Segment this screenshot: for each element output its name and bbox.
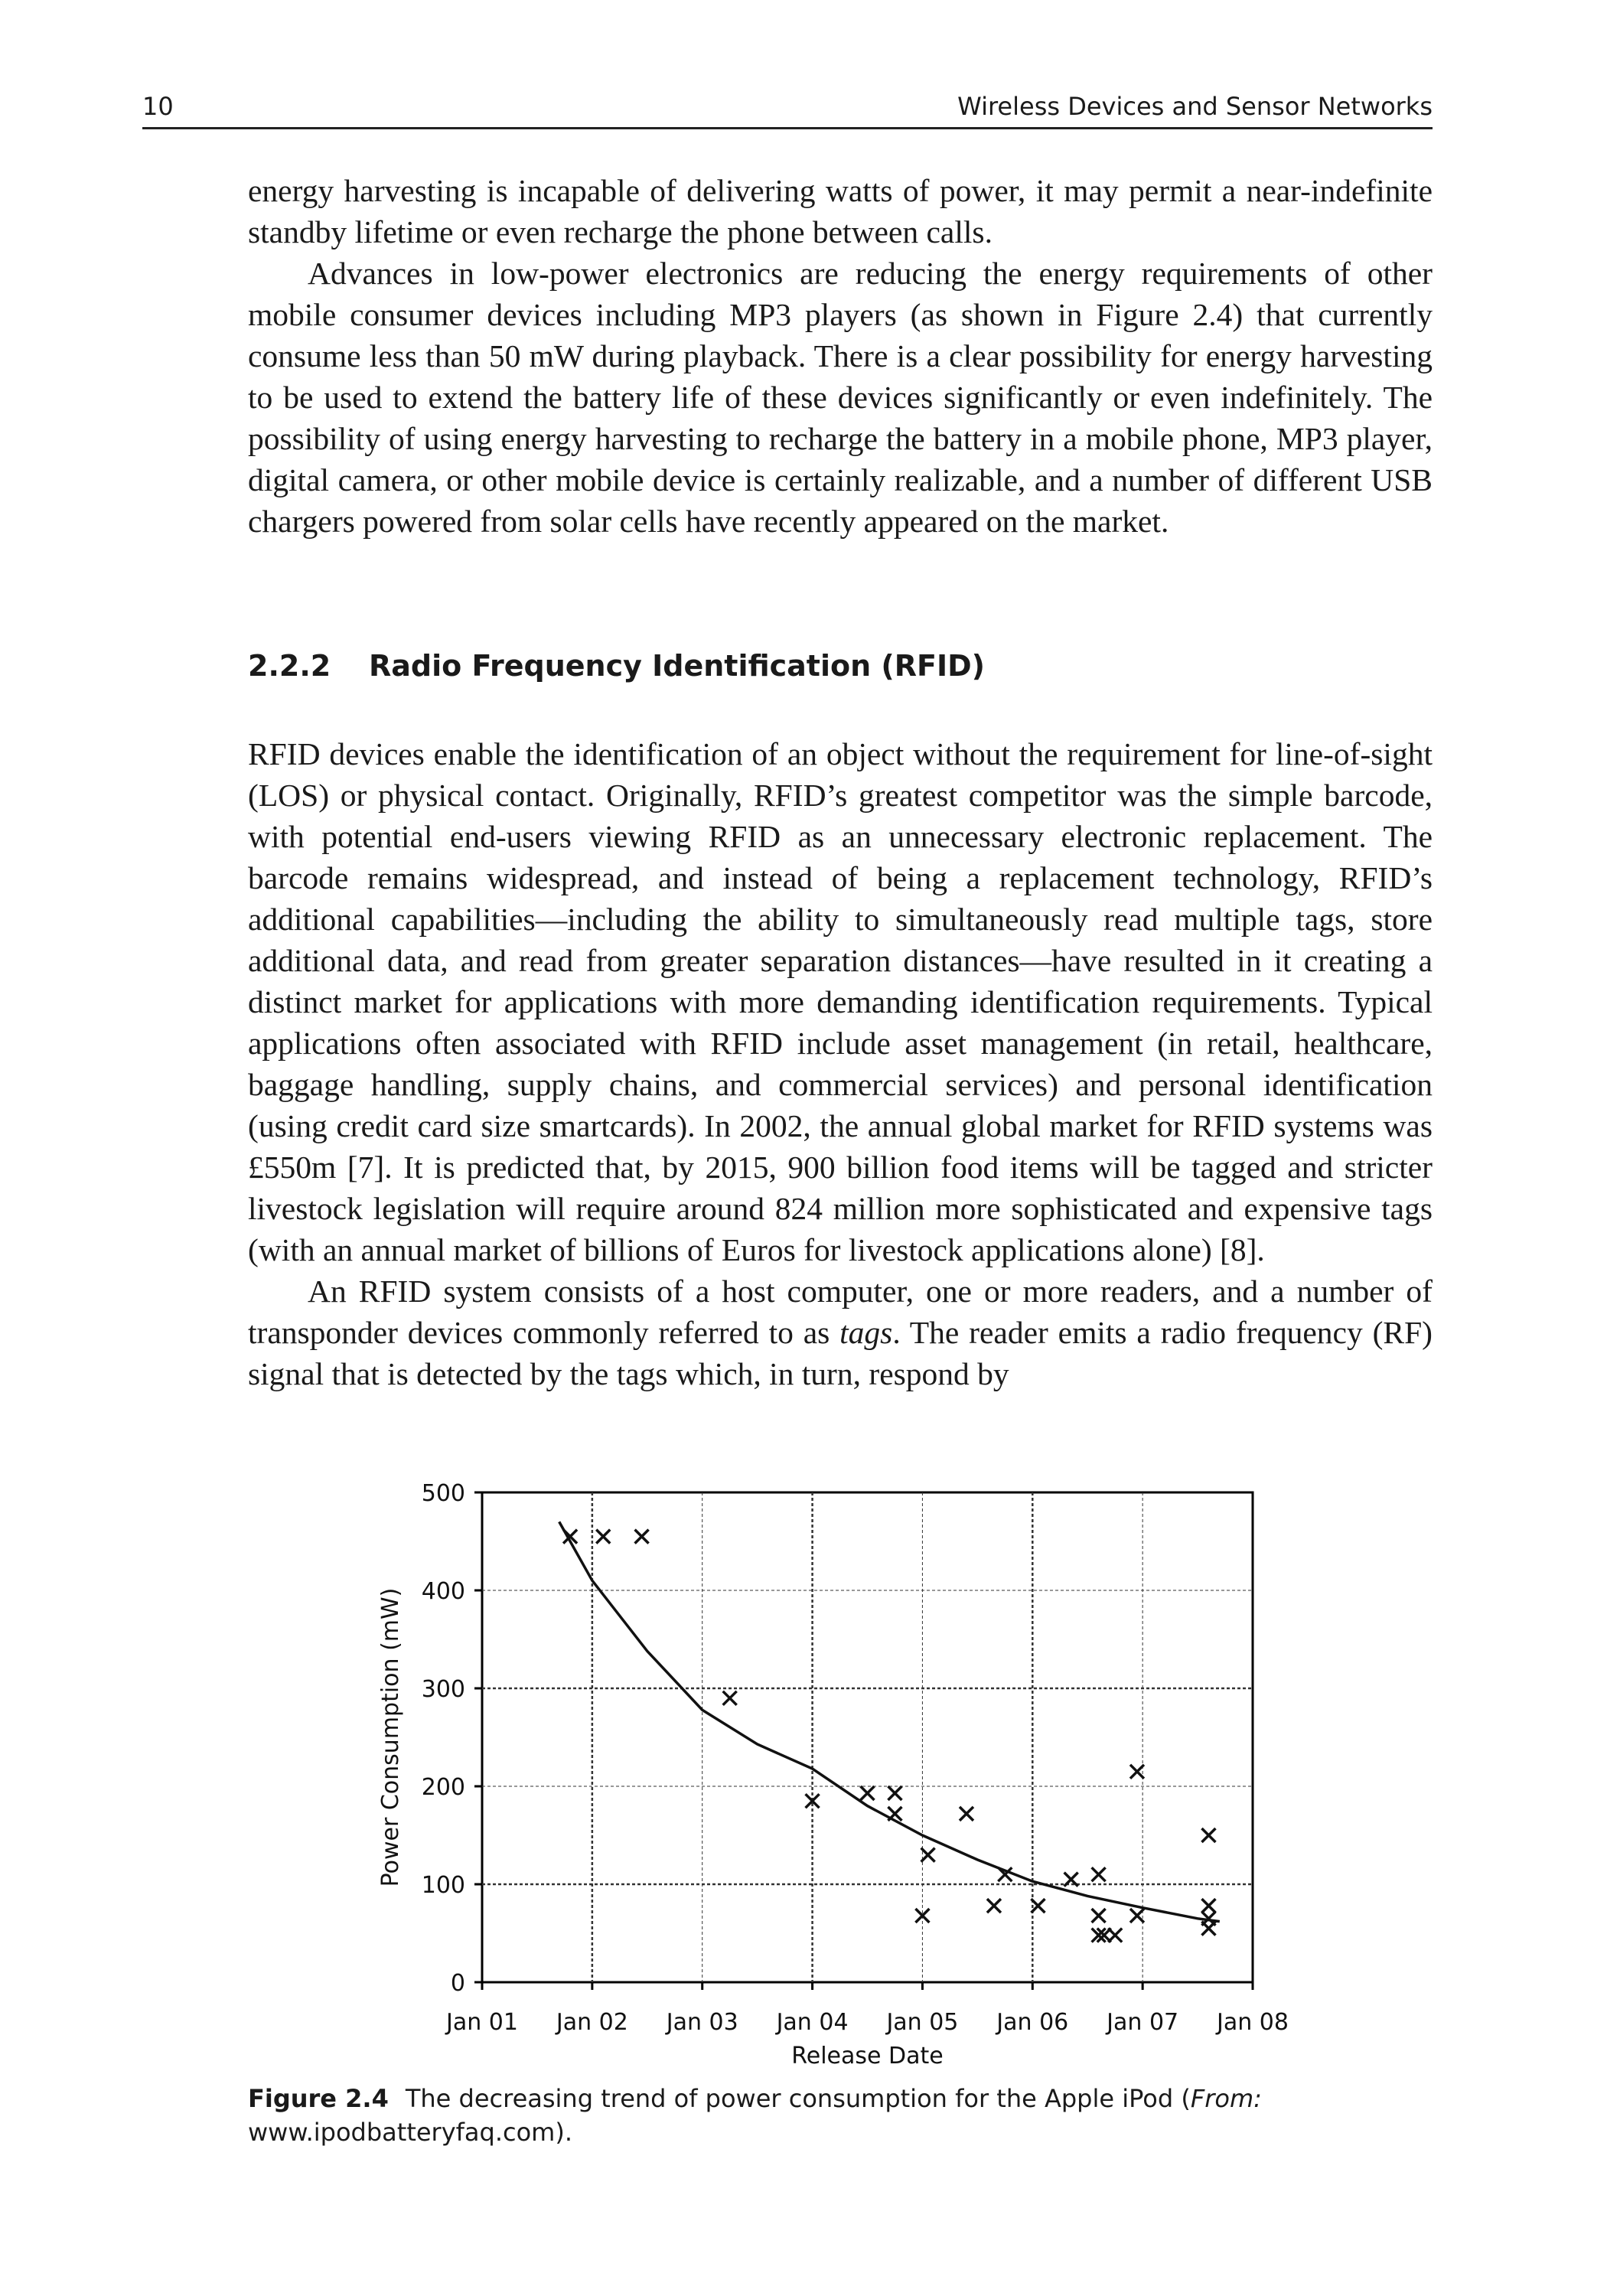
paragraph: RFID devices enable the identification of an object without the requirement for line-of-sight (LOS) or physical contact. Originally, RFID’s greatest competitor was the simple barcode, with potential end-users viewing RFID as an unnecessary electronic replacement. The barcode remains widespread, and instead of being a replacement technology, RFID’s additional capabilities—including the ability to simultaneously read multiple tags, store additional data, and read from greater separation distances—have resulted in it creating a distinct market for applications with more demanding identification requirements. Typical applications often associated with RFID include asset management (in retail, healthcare, baggage handling, supply chains, and commercial services) and personal identification (using credit card size smartcards). In 2002, the annual global market for RFID systems was £550m [7]. It is predicted that, by 2015, 900 billion food items will be tagged and stricter livestock legislation will require around 824 million more sophisticated and expensive tags (with an annual market of billions of Euros for livestock applications alone) [8]. [248, 736, 1433, 1267]
running-title: Wireless Devices and Sensor Networks [957, 92, 1433, 121]
caption-text: www.ipodbatteryfaq.com). [248, 2118, 572, 2147]
x-tick-label: Jan 08 [1217, 2009, 1289, 2036]
x-tick-label: Jan 03 [666, 2009, 738, 2036]
x-tick-label: Jan 07 [1107, 2009, 1179, 2036]
x-tick-label: Jan 05 [886, 2009, 959, 2036]
text-run: . The reader emits a radio frequency (RF) signal that is detected by the tags which, in turn, respond by [248, 1315, 1433, 1391]
paragraph [248, 1270, 1433, 1394]
y-tick-label: 500 [421, 1480, 465, 1507]
page-number: 10 [142, 92, 174, 121]
y-tick-label: 400 [421, 1578, 465, 1605]
running-header [142, 86, 1433, 129]
y-tick-label: 300 [421, 1676, 465, 1703]
paragraph: Advances in low-power electronics are reducing the energy requirements of other mobile consumer devices including MP3 players (as shown in Figure 2.4) that currently consume less than 50 mW during playback. There is a clear possibility for energy harvesting to be used to extend the battery life of these devices significantly or even indefinitely. The possibility of using energy harvesting to recharge the battery in a mobile phone, MP3 player, digital camera, or other mobile device is certainly realizable, and a number of different USB chargers powered from solar cells have recently appeared on the market. [248, 256, 1433, 539]
x-tick-label: Jan 02 [556, 2009, 628, 2036]
x-tick-label: Jan 01 [446, 2009, 518, 2036]
paragraph: energy harvesting is incapable of delivering watts of power, it may permit a near-indefinite standby lifetime or even recharge the phone between calls. [248, 173, 1433, 249]
power-consumption-chart [367, 1469, 1332, 2082]
x-tick-label: Jan 06 [996, 2009, 1069, 2036]
y-axis-label: Power Consumption (mW) [377, 1587, 404, 1887]
text-run: An RFID system consists of a host computer, one or more readers, and a number of transponder devices commonly referred to as [248, 1274, 1433, 1350]
body-text-top [248, 170, 1433, 542]
x-tick-label: Jan 04 [776, 2009, 849, 2036]
caption-label: Figure 2.4 [248, 2084, 389, 2113]
section-heading [248, 649, 985, 683]
x-axis-label: Release Date [791, 2043, 944, 2069]
section-title: Radio Frequency Identification (RFID) [369, 649, 986, 683]
y-tick-label: 0 [450, 1970, 465, 1997]
y-tick-label: 200 [421, 1774, 465, 1801]
figure-2-4 [367, 1469, 1332, 2082]
y-tick-label: 100 [421, 1872, 465, 1899]
section-number: 2.2.2 [248, 649, 331, 683]
italic-term: tags [839, 1315, 893, 1350]
body-text-bottom [248, 733, 1433, 1394]
figure-caption [248, 2082, 1433, 2149]
plot-frame [482, 1492, 1253, 1982]
caption-from: From: [1190, 2084, 1262, 2113]
caption-text: The decreasing trend of power consumption for the Apple iPod ( [405, 2084, 1191, 2113]
